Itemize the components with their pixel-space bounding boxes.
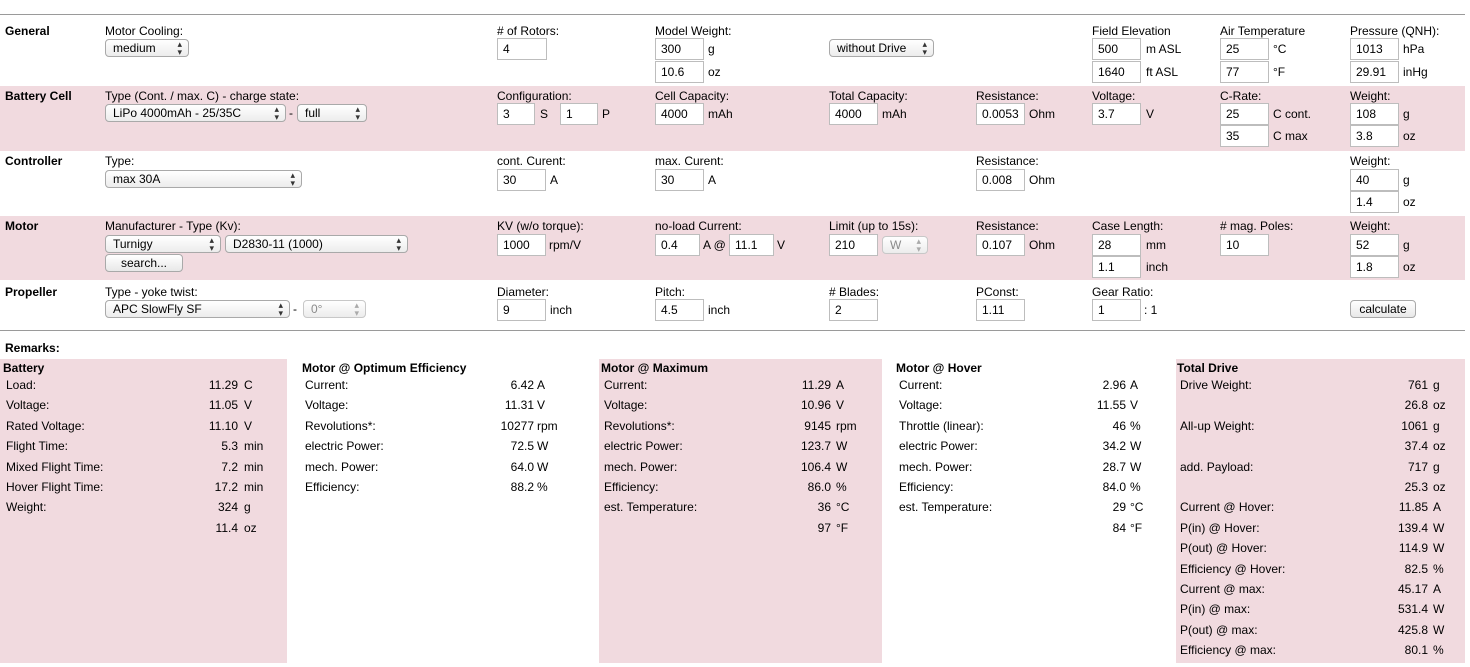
total-drive-result-label: Drive Weight: xyxy=(1180,378,1252,392)
controller-weight-oz-input[interactable] xyxy=(1350,191,1399,213)
optimum-result-unit: A xyxy=(537,378,546,392)
total-capacity-unit: mAh xyxy=(882,107,907,121)
limit-unit-select[interactable] xyxy=(882,236,928,254)
hover-result-value: 84.0 xyxy=(1102,480,1126,494)
optimum-result-label: Voltage: xyxy=(305,398,349,412)
noload-voltage-input[interactable] xyxy=(729,234,774,256)
config-p-unit: P xyxy=(602,107,611,121)
battery-result-unit: min xyxy=(244,480,264,494)
battery-results-title: Battery xyxy=(3,361,45,375)
battery-weight-label: Weight: xyxy=(1350,89,1391,103)
fahrenheit-unit: °F xyxy=(1273,65,1286,79)
total-drive-result-label: add. Payload: xyxy=(1180,460,1254,474)
motor-weight-g-input[interactable] xyxy=(1350,234,1399,256)
limit-label: Limit (up to 15s): xyxy=(829,219,919,233)
battery-result-unit: g xyxy=(244,500,251,514)
hover-result-unit: A xyxy=(1130,378,1139,392)
optimum-result-value: 6.42 xyxy=(510,378,534,392)
charge-state-value: full xyxy=(305,106,321,120)
motor-cooling-select[interactable] xyxy=(105,39,189,57)
field-elevation-ft-input[interactable] xyxy=(1092,61,1141,83)
rotors-input[interactable] xyxy=(497,38,547,60)
optimum-result-value: 88.2 xyxy=(510,480,534,494)
motor-weight-label: Weight: xyxy=(1350,219,1391,233)
max-current-unit: A xyxy=(708,173,717,187)
total-drive-result-unit: g xyxy=(1433,460,1440,474)
air-temp-label: Air Temperature xyxy=(1220,24,1306,38)
total-drive-result-value: 761 xyxy=(1407,378,1428,392)
optimum-result-label: Efficiency: xyxy=(305,480,360,494)
drive-select-value: without Drive xyxy=(837,41,907,55)
case-length-label: Case Length: xyxy=(1092,219,1164,233)
blades-input[interactable] xyxy=(829,299,878,321)
pressure-inhg-input[interactable] xyxy=(1350,61,1399,83)
pconst-input[interactable] xyxy=(976,299,1025,321)
battery-result-label: Hover Flight Time: xyxy=(6,480,104,494)
maximum-result-unit: °F xyxy=(836,521,849,535)
blades-label: # Blades: xyxy=(829,285,880,299)
cell-capacity-input[interactable] xyxy=(655,103,704,125)
maximum-result-value: 123.7 xyxy=(800,439,831,453)
model-weight-oz-input[interactable] xyxy=(655,61,704,83)
maximum-result-unit: A xyxy=(836,378,845,392)
motor-manufacturer-value: Turnigy xyxy=(113,237,153,251)
maximum-result-value: 36 xyxy=(817,500,831,514)
battery-result-unit: C xyxy=(244,378,253,392)
motor-weight-oz-unit: oz xyxy=(1403,260,1416,274)
mag-poles-label: # mag. Poles: xyxy=(1220,219,1294,233)
noload-current-input[interactable] xyxy=(655,234,700,256)
battery-weight-oz-input[interactable] xyxy=(1350,125,1399,147)
pitch-unit: inch xyxy=(708,303,731,317)
maximum-result-label: Voltage: xyxy=(604,398,648,412)
total-drive-result-value: 1061 xyxy=(1401,419,1428,433)
select-arrows-icon: ▴ ▾ xyxy=(355,104,360,122)
gear-ratio-input[interactable] xyxy=(1092,299,1141,321)
celsius-unit: °C xyxy=(1273,42,1287,56)
section-controller: Controller xyxy=(5,154,63,168)
battery-result-value: 11.4 xyxy=(215,521,238,535)
total-drive-result-value: 531.4 xyxy=(1397,602,1428,616)
total-drive-result-value: 717 xyxy=(1407,460,1428,474)
controller-resistance-label: Resistance: xyxy=(976,154,1039,168)
pressure-hpa-input[interactable] xyxy=(1350,38,1399,60)
hover-result-unit: % xyxy=(1130,419,1141,433)
case-length-mm-unit: mm xyxy=(1146,238,1166,252)
battery-dash: - xyxy=(289,106,293,120)
battery-result-label: Load: xyxy=(6,378,37,392)
hover-result-label: Voltage: xyxy=(899,398,943,412)
total-drive-result-value: 26.8 xyxy=(1404,398,1428,412)
drive-select[interactable] xyxy=(829,39,934,57)
battery-result-unit: min xyxy=(244,439,264,453)
gear-ratio-suffix: : 1 xyxy=(1144,303,1158,317)
total-drive-result-label: Efficiency @ max: xyxy=(1180,643,1276,657)
maximum-result-label: mech. Power: xyxy=(604,460,678,474)
controller-weight-label: Weight: xyxy=(1350,154,1391,168)
c-max-unit: C max xyxy=(1273,129,1308,143)
cont-current-label: cont. Curent: xyxy=(497,154,566,168)
total-capacity-label: Total Capacity: xyxy=(829,89,908,103)
mag-poles-input[interactable] xyxy=(1220,234,1269,256)
maximum-result-label: electric Power: xyxy=(604,439,683,453)
cont-current-input[interactable] xyxy=(497,169,546,191)
maximum-result-unit: °C xyxy=(836,500,850,514)
total-drive-result-label: Efficiency @ Hover: xyxy=(1180,562,1286,576)
maximum-result-value: 10.96 xyxy=(800,398,831,412)
select-arrows-icon: ▴ ▾ xyxy=(354,300,359,318)
maximum-result-value: 97 xyxy=(817,521,831,535)
kv-label: KV (w/o torque): xyxy=(497,219,584,233)
total-drive-result-label: Current @ Hover: xyxy=(1180,500,1275,514)
hover-result-value: 28.7 xyxy=(1102,460,1126,474)
maximum-result-unit: rpm xyxy=(836,419,857,433)
hpa-unit: hPa xyxy=(1403,42,1425,56)
limit-unit-value: W xyxy=(890,238,902,252)
total-drive-result-value: 25.3 xyxy=(1404,480,1428,494)
hover-result-label: est. Temperature: xyxy=(899,500,993,514)
total-drive-result-unit: oz xyxy=(1433,439,1446,453)
controller-resistance-unit: Ohm xyxy=(1029,173,1056,187)
total-drive-result-label: All-up Weight: xyxy=(1180,419,1255,433)
air-temp-f-input[interactable] xyxy=(1220,61,1269,83)
battery-result-label: Rated Voltage: xyxy=(6,419,85,433)
config-s-input[interactable] xyxy=(497,103,535,125)
c-rate-label: C-Rate: xyxy=(1220,89,1262,103)
section-motor: Motor xyxy=(5,219,39,233)
total-drive-result-value: 11.85 xyxy=(1398,500,1428,514)
total-drive-result-unit: oz xyxy=(1433,398,1446,412)
maximum-result-label: Current: xyxy=(604,378,648,392)
hover-result-unit: °F xyxy=(1130,521,1143,535)
maximum-result-unit: W xyxy=(836,460,848,474)
motor-manufacturer-select[interactable] xyxy=(105,235,221,253)
motor-type-select[interactable] xyxy=(225,235,408,253)
motor-cooling-label: Motor Cooling: xyxy=(105,24,184,38)
results-divider xyxy=(0,330,1465,331)
motor-weight-oz-input[interactable] xyxy=(1350,256,1399,278)
battery-result-value: 11.29 xyxy=(208,378,238,392)
model-weight-g-input[interactable] xyxy=(655,38,704,60)
total-drive-result-label: Current @ max: xyxy=(1180,582,1265,596)
motor-weight-g-unit: g xyxy=(1403,238,1410,252)
hover-result-value: 11.55 xyxy=(1096,398,1126,412)
max-current-input[interactable] xyxy=(655,169,704,191)
config-s-unit: S xyxy=(540,107,549,121)
c-rate-cont-input[interactable] xyxy=(1220,103,1269,125)
select-arrows-icon: ▴ ▾ xyxy=(274,104,279,122)
battery-weight-g-input[interactable] xyxy=(1350,103,1399,125)
controller-weight-g-input[interactable] xyxy=(1350,169,1399,191)
pitch-input[interactable] xyxy=(655,299,704,321)
inhg-unit: inHg xyxy=(1403,65,1428,79)
remarks-label: Remarks: xyxy=(5,341,60,355)
model-weight-oz-unit: oz xyxy=(708,65,721,79)
motor-type-value: D2830-11 (1000) xyxy=(233,237,323,251)
battery-type-label: Type (Cont. / max. C) - charge state: xyxy=(105,89,300,103)
battery-result-unit: oz xyxy=(244,521,257,535)
section-general: General xyxy=(5,24,50,38)
select-arrows-icon: ▴ ▾ xyxy=(396,235,401,253)
battery-result-value: 7.2 xyxy=(221,460,238,474)
kv-unit: rpm/V xyxy=(549,238,582,252)
section-propeller: Propeller xyxy=(5,285,58,299)
battery-result-label: Mixed Flight Time: xyxy=(6,460,104,474)
battery-result-unit: min xyxy=(244,460,264,474)
select-arrows-icon: ▴ ▾ xyxy=(916,236,921,254)
propeller-type-value: APC SlowFly SF xyxy=(113,302,202,316)
battery-voltage-unit: V xyxy=(1146,107,1155,121)
m-asl-unit: m ASL xyxy=(1146,42,1182,56)
hover-result-unit: W xyxy=(1130,439,1142,453)
maximum-result-unit: % xyxy=(836,480,847,494)
maximum-result-value: 9145 xyxy=(804,419,831,433)
hover-result-unit: W xyxy=(1130,460,1142,474)
battery-result-label: Weight: xyxy=(6,500,47,514)
total-drive-result-label: P(in) @ Hover: xyxy=(1180,521,1260,535)
battery-resistance-label: Resistance: xyxy=(976,89,1039,103)
kv-input[interactable] xyxy=(497,234,546,256)
c-rate-max-input[interactable] xyxy=(1220,125,1269,147)
case-length-inch-input[interactable] xyxy=(1092,256,1141,278)
select-arrows-icon: ▴ ▾ xyxy=(278,300,283,318)
limit-input[interactable] xyxy=(829,234,878,256)
maximum-result-unit: V xyxy=(836,398,845,412)
select-arrows-icon: ▴ ▾ xyxy=(922,39,927,57)
motor-search-button[interactable]: search... xyxy=(105,254,183,272)
controller-type-select[interactable] xyxy=(105,170,302,188)
optimum-result-unit: rpm xyxy=(537,419,558,433)
battery-result-value: 11.05 xyxy=(208,398,238,412)
total-drive-result-value: 37.4 xyxy=(1404,439,1428,453)
air-temp-c-input[interactable] xyxy=(1220,38,1269,60)
max-current-label: max. Curent: xyxy=(655,154,724,168)
diameter-label: Diameter: xyxy=(497,285,550,299)
controller-resistance-input[interactable] xyxy=(976,169,1025,191)
cell-capacity-label: Cell Capacity: xyxy=(655,89,730,103)
total-drive-results-title: Total Drive xyxy=(1177,361,1239,375)
noload-voltage-unit: V xyxy=(777,238,786,252)
pconst-label: PConst: xyxy=(976,285,1019,299)
total-drive-result-value: 114.9 xyxy=(1398,541,1428,555)
battery-resistance-input[interactable] xyxy=(976,103,1025,125)
battery-resistance-unit: Ohm xyxy=(1029,107,1056,121)
optimum-result-unit: W xyxy=(537,439,549,453)
c-cont-unit: C cont. xyxy=(1273,107,1312,121)
hover-result-unit: V xyxy=(1130,398,1139,412)
motor-resistance-unit: Ohm xyxy=(1029,238,1056,252)
battery-result-label: Voltage: xyxy=(6,398,50,412)
controller-type-label: Type: xyxy=(105,154,135,168)
configuration-label: Configuration: xyxy=(497,89,572,103)
model-weight-label: Model Weight: xyxy=(655,24,732,38)
total-drive-result-label: P(out) @ Hover: xyxy=(1180,541,1267,555)
hover-result-label: mech. Power: xyxy=(899,460,973,474)
propeller-type-select[interactable] xyxy=(105,300,290,318)
optimum-result-unit: V xyxy=(537,398,546,412)
total-drive-result-label: P(out) @ max: xyxy=(1180,623,1258,637)
total-drive-result-value: 425.8 xyxy=(1397,623,1428,637)
motor-resistance-input[interactable] xyxy=(976,234,1025,256)
hover-result-label: electric Power: xyxy=(899,439,978,453)
select-arrows-icon: ▴ ▾ xyxy=(177,39,182,57)
battery-result-value: 324 xyxy=(217,500,238,514)
case-length-inch-unit: inch xyxy=(1146,260,1169,274)
top-divider xyxy=(0,14,1465,15)
motor-manufacturer-label: Manufacturer - Type (Kv): xyxy=(105,219,241,233)
yoke-twist-select[interactable] xyxy=(303,300,366,318)
optimum-result-label: electric Power: xyxy=(305,439,384,453)
field-elevation-m-input[interactable] xyxy=(1092,38,1141,60)
calculate-button[interactable]: calculate xyxy=(1350,300,1416,318)
maximum-result-label: est. Temperature: xyxy=(604,500,698,514)
battery-result-value: 5.3 xyxy=(221,439,238,453)
hover-results-title: Motor @ Hover xyxy=(896,361,982,375)
cont-current-unit: A xyxy=(550,173,559,187)
total-drive-result-unit: W xyxy=(1433,623,1445,637)
optimum-results-title: Motor @ Optimum Efficiency xyxy=(302,361,467,375)
hover-result-label: Current: xyxy=(899,378,943,392)
optimum-result-value: 11.31 xyxy=(504,398,534,412)
pitch-label: Pitch: xyxy=(655,285,686,299)
select-arrows-icon: ▴ ▾ xyxy=(290,170,295,188)
config-p-input[interactable] xyxy=(560,103,598,125)
hover-result-label: Throttle (linear): xyxy=(899,419,984,433)
battery-type-value: LiPo 4000mAh - 25/35C xyxy=(113,106,242,120)
maximum-result-value: 86.0 xyxy=(807,480,831,494)
section-battery-cell: Battery Cell xyxy=(5,89,72,103)
total-drive-result-value: 80.1 xyxy=(1404,643,1428,657)
noload-current-label: no-load Current: xyxy=(655,219,742,233)
diameter-unit: inch xyxy=(550,303,573,317)
total-drive-result-unit: W xyxy=(1433,602,1445,616)
hover-result-label: Efficiency: xyxy=(899,480,954,494)
total-drive-result-unit: W xyxy=(1433,521,1445,535)
ft-asl-unit: ft ASL xyxy=(1146,65,1179,79)
controller-weight-g-unit: g xyxy=(1403,173,1410,187)
maximum-results-title: Motor @ Maximum xyxy=(601,361,709,375)
hover-result-value: 46 xyxy=(1112,419,1126,433)
battery-result-value: 11.10 xyxy=(208,419,238,433)
maximum-result-unit: W xyxy=(836,439,848,453)
total-drive-result-label: P(in) @ max: xyxy=(1180,602,1251,616)
maximum-result-value: 106.4 xyxy=(800,460,831,474)
hover-result-unit: °C xyxy=(1130,500,1144,514)
optimum-result-value: 10277 xyxy=(500,419,534,433)
charge-state-select[interactable] xyxy=(297,104,367,122)
maximum-result-label: Efficiency: xyxy=(604,480,659,494)
battery-voltage-label: Voltage: xyxy=(1092,89,1136,103)
total-drive-result-unit: oz xyxy=(1433,480,1446,494)
hover-result-value: 84 xyxy=(1112,521,1126,535)
controller-weight-oz-unit: oz xyxy=(1403,195,1416,209)
hover-result-value: 29 xyxy=(1112,500,1126,514)
optimum-result-unit: W xyxy=(537,460,549,474)
hover-result-value: 34.2 xyxy=(1102,439,1126,453)
battery-weight-oz-unit: oz xyxy=(1403,129,1416,143)
hover-result-value: 2.96 xyxy=(1102,378,1126,392)
select-arrows-icon: ▴ ▾ xyxy=(209,235,214,253)
battery-weight-g-unit: g xyxy=(1403,107,1410,121)
optimum-result-label: Current: xyxy=(305,378,349,392)
maximum-result-value: 11.29 xyxy=(801,378,831,392)
total-drive-result-value: 139.4 xyxy=(1397,521,1428,535)
cell-capacity-unit: mAh xyxy=(708,107,733,121)
diameter-input[interactable] xyxy=(497,299,546,321)
total-drive-result-unit: W xyxy=(1433,541,1445,555)
field-elevation-label: Field Elevation xyxy=(1092,24,1171,38)
optimum-result-value: 72.5 xyxy=(510,439,534,453)
hover-result-unit: % xyxy=(1130,480,1141,494)
yoke-twist-value: 0° xyxy=(311,302,323,316)
maximum-result-label: Revolutions*: xyxy=(604,419,675,433)
total-drive-result-unit: A xyxy=(1433,500,1442,514)
battery-result-label: Flight Time: xyxy=(6,439,69,453)
battery-result-unit: V xyxy=(244,398,253,412)
battery-type-select[interactable] xyxy=(105,104,286,122)
optimum-result-label: Revolutions*: xyxy=(305,419,376,433)
optimum-result-label: mech. Power: xyxy=(305,460,379,474)
total-drive-result-unit: % xyxy=(1433,643,1444,657)
battery-result-unit: V xyxy=(244,419,253,433)
total-drive-result-unit: g xyxy=(1433,419,1440,433)
total-drive-result-value: 82.5 xyxy=(1404,562,1428,576)
total-drive-result-unit: A xyxy=(1433,582,1442,596)
total-drive-result-value: 45.17 xyxy=(1397,582,1428,596)
pressure-label: Pressure (QNH): xyxy=(1350,24,1440,38)
total-drive-result-unit: % xyxy=(1433,562,1444,576)
gear-ratio-label: Gear Ratio: xyxy=(1092,285,1154,299)
propeller-dash: - xyxy=(293,302,297,316)
battery-result-value: 17.2 xyxy=(214,480,238,494)
total-capacity-input[interactable] xyxy=(829,103,878,125)
motor-resistance-label: Resistance: xyxy=(976,219,1039,233)
total-drive-result-unit: g xyxy=(1433,378,1440,392)
optimum-result-value: 64.0 xyxy=(510,460,534,474)
noload-a-at-unit: A @ xyxy=(703,238,726,252)
case-length-mm-input[interactable] xyxy=(1092,234,1141,256)
propeller-type-label: Type - yoke twist: xyxy=(105,285,198,299)
battery-voltage-input[interactable] xyxy=(1092,103,1141,125)
motor-cooling-value: medium xyxy=(113,41,156,55)
optimum-result-unit: % xyxy=(537,480,548,494)
rotors-label: # of Rotors: xyxy=(497,24,560,38)
model-weight-g-unit: g xyxy=(708,42,715,56)
controller-type-value: max 30A xyxy=(113,172,161,186)
